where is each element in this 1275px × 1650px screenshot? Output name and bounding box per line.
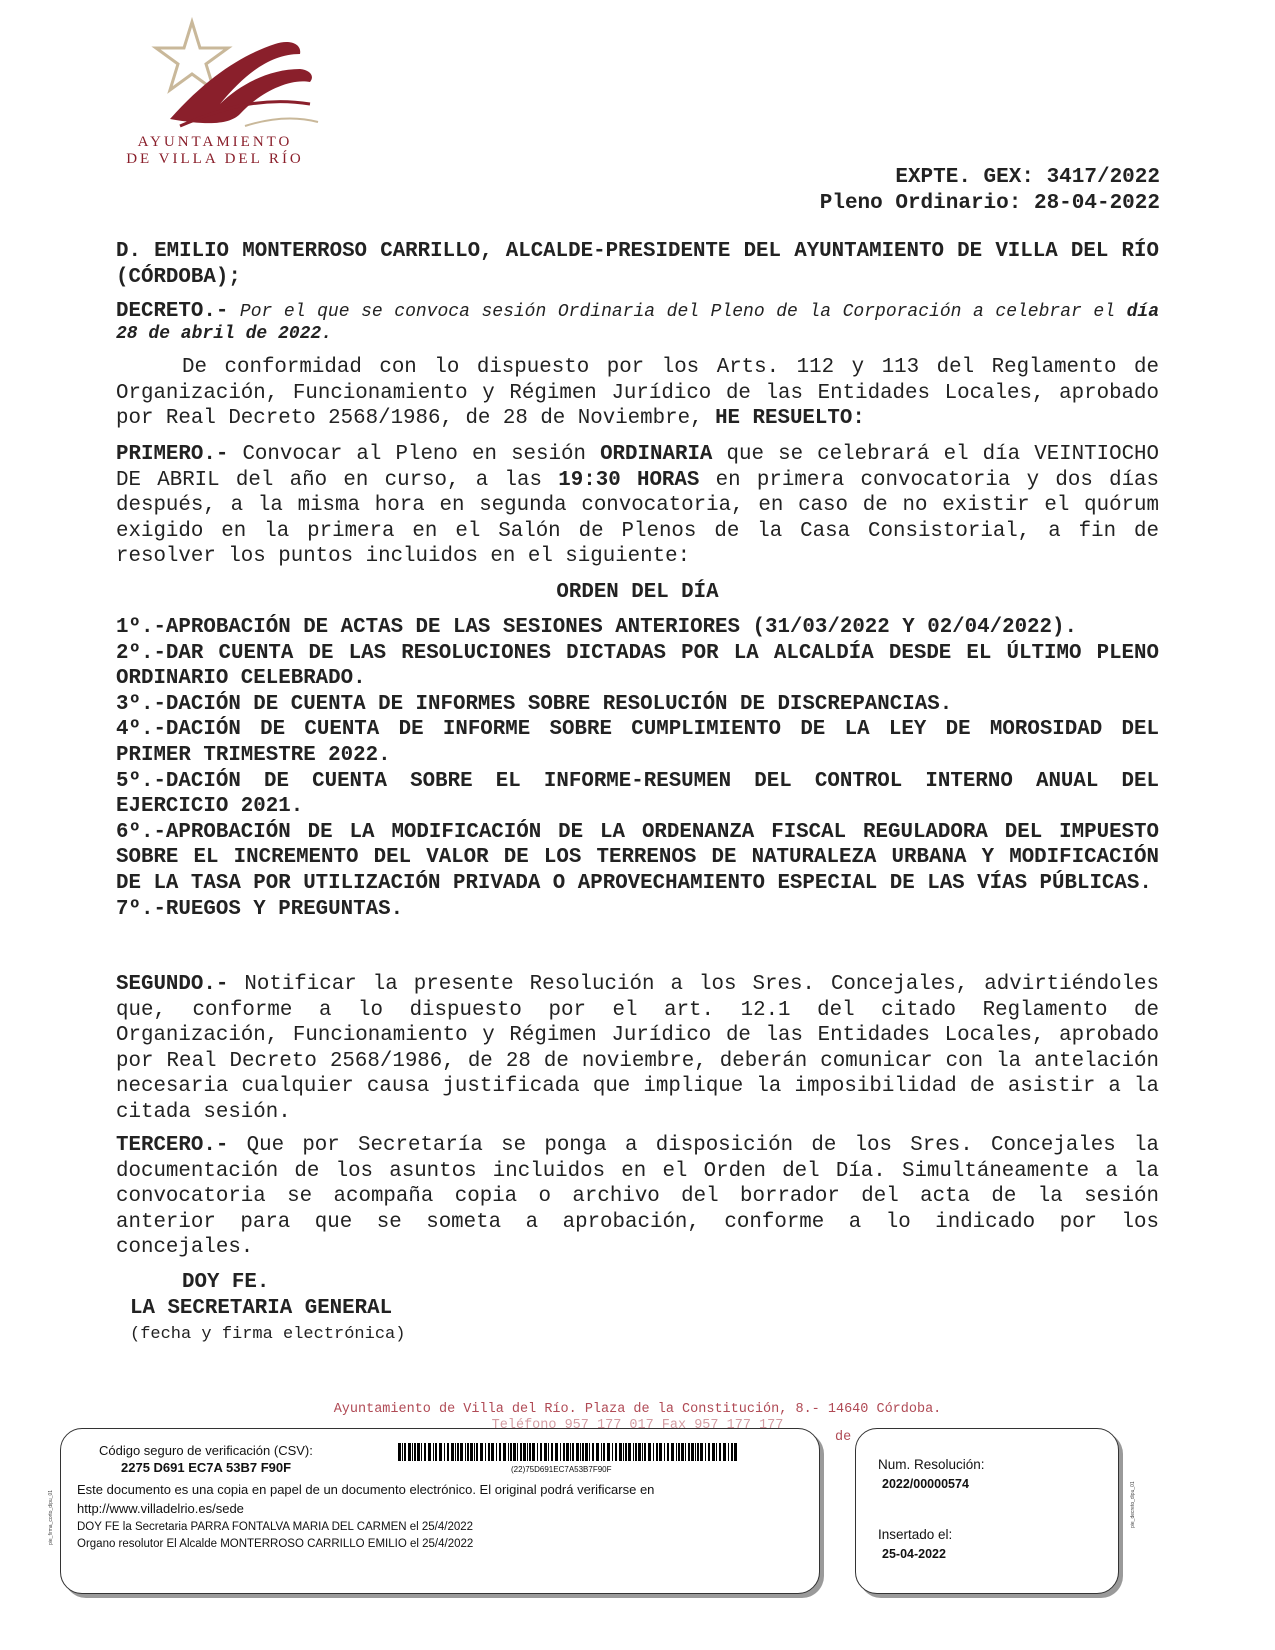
decreto-date: día 28 de abril de 2022. (116, 302, 1159, 344)
ayuntamiento-logo (110, 14, 320, 167)
primero-hora: 19:30 HORAS (558, 468, 700, 492)
barcode-bar (398, 1443, 401, 1461)
tercero-text: Que por Secretaría se ponga a disposición de los Sres. Concejales la documentación de los asuntos incluidos en el Orden del Día. Simultáneamente a la convocatoria se acompaña copia o archivo del borrador del acta de la sesión anterior para que se someta a aprobación, conforme a lo indicado por los concejales. (116, 1134, 1159, 1260)
intro-paragraph (116, 355, 1159, 432)
barcode-bar (485, 1443, 486, 1461)
barcode-bar (592, 1443, 594, 1461)
barcode-bar (402, 1443, 403, 1461)
barcode-bar (560, 1443, 561, 1461)
barcode-bar (576, 1443, 579, 1461)
orden-item: 4º.-DACIÓN DE CUENTA DE INFORME SOBRE CUMPLIMIENTO DE LA LEY DE MOROSIDAD DEL PRIMER TRIMESTRE 2022. (116, 718, 1159, 767)
barcode-bar (428, 1443, 431, 1461)
he-resuelto: HE RESUELTO: (715, 407, 865, 431)
csv-copy-text: Este documento es una copia en papel de un documento electrónico. El original podrá verificarse en (77, 1482, 655, 1497)
decreto-text: Por el que se convoca sesión Ordinaria del Pleno de la Corporación a celebrar el (239, 302, 1115, 322)
barcode-bar (719, 1443, 721, 1461)
pleno-date: Pleno Ordinario: 28-04-2022 (819, 192, 1160, 215)
barcode-bar (695, 1443, 696, 1461)
barcode-bar (488, 1443, 490, 1461)
barcode-bar (424, 1443, 426, 1461)
barcode-bar (653, 1443, 654, 1461)
barcode-bar (421, 1443, 422, 1461)
barcode-bar (580, 1443, 581, 1461)
resolucion-card (855, 1428, 1119, 1594)
barcode-bar (508, 1443, 509, 1461)
orden-del-dia-list (116, 615, 1159, 922)
primero-text-2: que se celebrará el día VEINTIOCHO DE ABRIL del año en curso, a las (116, 443, 1160, 492)
barcode-bar (612, 1443, 613, 1461)
barcode-bar (465, 1443, 466, 1461)
csv-url[interactable]: http://www.villadelrio.es/sede (77, 1501, 244, 1516)
barcode-bar (585, 1443, 588, 1461)
barcode-bar (444, 1443, 445, 1461)
barcode-bar (433, 1443, 434, 1461)
insertado-value: 25-04-2022 (882, 1547, 946, 1561)
barcode-bar (513, 1443, 516, 1461)
barcode-bar (628, 1443, 631, 1461)
primero-label: PRIMERO.- (116, 443, 229, 466)
decreto-paragraph (116, 301, 1159, 345)
barcode-bar (527, 1443, 528, 1461)
barcode-icon (398, 1443, 738, 1461)
segundo-paragraph (116, 972, 1159, 1126)
barcode-bar (671, 1443, 674, 1461)
orden-item: 6º.-APROBACIÓN DE LA MODIFICACIÓN DE LA ORDENANZA FISCAL REGULADORA DEL IMPUESTO SOBRE EL INCREMENTO DEL VALOR DE LOS TERRENOS DE NATURALEZA URBANA Y MODIFICACIÓN DE LA TASA POR UTILIZACIÓN PRIVADA O APROVECHAMIENTO ESPECIAL DE LAS VÍAS PÚBLICAS. (116, 820, 1159, 895)
barcode-bar (589, 1443, 590, 1461)
barcode-bar (435, 1443, 437, 1461)
barcode-bar (603, 1443, 605, 1461)
insertado-label: Insertado el: (878, 1527, 953, 1542)
barcode-bar (460, 1443, 463, 1461)
barcode-bar (480, 1443, 483, 1461)
barcode-bar (723, 1443, 726, 1461)
barcode-bar (414, 1443, 416, 1461)
barcode-bar (520, 1443, 522, 1461)
barcode-bar (728, 1443, 729, 1461)
orden-del-dia-title: ORDEN DEL DÍA (556, 581, 719, 604)
intro-text: De conformidad con lo dispuesto por los Arts. 112 y 113 del Reglamento de Organización, Funcionamiento y Régimen Jurídico de las Entidades Locales, aprobado por Real Decreto 2568/1986, de 28 de Noviembre, (116, 356, 1159, 431)
barcode-bar (408, 1443, 411, 1461)
barcode-bar (455, 1443, 456, 1461)
barcode-bar (601, 1443, 602, 1461)
barcode-bar (551, 1443, 553, 1461)
tercero-paragraph (116, 1133, 1159, 1261)
barcode-bar (648, 1443, 651, 1461)
barcode-bar (457, 1443, 459, 1461)
footer-phones: Teléfono 957 177 017 Fax 957 177 177 (491, 1418, 784, 1428)
barcode-bar (705, 1443, 706, 1461)
primero-text-1: Convocar al Pleno en sesión (242, 443, 586, 466)
barcode-bar (572, 1443, 574, 1461)
barcode-bar (685, 1443, 686, 1461)
firma-note: (fecha y firma electrónica) (130, 1325, 406, 1344)
barcode-bar (548, 1443, 549, 1461)
barcode-bar (615, 1443, 617, 1461)
orden-item: 5º.-DACIÓN DE CUENTA SOBRE EL INFORME-RESUMEN DEL CONTROL INTERNO ANUAL DEL EJERCICIO 2021. (116, 769, 1159, 819)
barcode-bar (503, 1443, 506, 1461)
barcode-bar (688, 1443, 690, 1461)
logo-line-2: DE VILLA DEL RÍO (126, 151, 304, 167)
barcode-bar (470, 1443, 473, 1461)
barcode-bar (412, 1443, 413, 1461)
csv-code: 2275 D691 EC7A 53B7 F90F (121, 1460, 292, 1475)
barcode-bar (638, 1443, 641, 1461)
barcode-bar (731, 1443, 733, 1461)
barcode-bar (712, 1443, 715, 1461)
barcode-bar (633, 1443, 634, 1461)
barcode-bar (691, 1443, 694, 1461)
barcode-bar (607, 1443, 610, 1461)
csv-organo: Organo resolutor El Alcalde MONTERROSO CARRILLO EMILIO el 25/4/2022 (77, 1538, 474, 1550)
barcode-bar (474, 1443, 475, 1461)
orden-item: 7º.-RUEGOS Y PREGUNTAS. (116, 897, 404, 921)
barcode-bar (676, 1443, 677, 1461)
barcode-bar (681, 1443, 684, 1461)
primero-paragraph (116, 442, 1159, 570)
barcode-bar (451, 1443, 454, 1461)
barcode-bar (476, 1443, 478, 1461)
logo-line-1: AYUNTAMIENTO (137, 134, 293, 150)
barcode-bar (447, 1443, 449, 1461)
barcode-bar (582, 1443, 584, 1461)
barcode-bar (635, 1443, 637, 1461)
barcode-bar (496, 1443, 497, 1461)
num-resolucion-label: Num. Resolución: (878, 1457, 985, 1472)
csv-label: Código seguro de verificación (CSV): (99, 1443, 313, 1458)
expediente-number: EXPTE. GEX: 3417/2022 (895, 166, 1160, 189)
barcode-bar (523, 1443, 526, 1461)
barcode-bar (642, 1443, 643, 1461)
csv-side-note: pie_firma_corto_dipu_01 (48, 1489, 54, 1545)
barcode-bar (537, 1443, 538, 1461)
barcode-text: (22)75D691EC7A53B7F90F (511, 1465, 612, 1474)
barcode-bar (566, 1443, 569, 1461)
barcode-bar (563, 1443, 565, 1461)
barcode-bar (499, 1443, 501, 1461)
barcode-bar (667, 1443, 669, 1461)
csv-verification-card (60, 1428, 820, 1594)
footer-email-fragment: de (835, 1430, 852, 1445)
barcode-bar (517, 1443, 518, 1461)
barcode-bar (656, 1443, 658, 1461)
logo-emblem-icon (150, 14, 320, 134)
barcode-bar (417, 1443, 420, 1461)
barcode-bar (700, 1443, 703, 1461)
barcode-bar (716, 1443, 717, 1461)
barcode-bar (540, 1443, 542, 1461)
barcode-bar (664, 1443, 665, 1461)
barcode-bar (510, 1443, 512, 1461)
barcode-bar (555, 1443, 558, 1461)
footer-address-block (0, 1402, 1275, 1428)
barcode-bar (532, 1443, 535, 1461)
barcode-bar (544, 1443, 547, 1461)
res-side-note: pie_decreto_dipu_01 (1130, 1481, 1136, 1528)
primero-text-3: en primera convocatoria y dos días después, a la misma hora en segunda convocatoria, en caso de no existir el quórum exigido en la primera en el Salón de Plenos de la Casa Consistorial, a fin de resolver los puntos incluidos en el siguiente: (116, 468, 1160, 569)
barcode-bar (644, 1443, 646, 1461)
expediente-header (820, 165, 1160, 217)
barcode-bar (625, 1443, 627, 1461)
barcode-bar (439, 1443, 442, 1461)
segundo-label: SEGUNDO.- (116, 973, 229, 996)
orden-item: 1º.-APROBACIÓN DE ACTAS DE LAS SESIONES ANTERIORES (31/03/2022 Y 02/04/2022). (116, 616, 1077, 639)
barcode-bar (619, 1443, 622, 1461)
alcalde-heading: D. EMILIO MONTERROSO CARRILLO, ALCALDE-PRESIDENTE DEL AYUNTAMIENTO DE VILLA DEL RÍO (CÓRDOBA); (116, 240, 1159, 289)
barcode-bar (659, 1443, 662, 1461)
decreto-label: DECRETO.- (116, 300, 229, 323)
orden-item: 2º.-DAR CUENTA DE LAS RESOLUCIONES DICTADAS POR LA ALCALDÍA DESDE EL ÚLTIMO PLENO ORDINARIO CELEBRADO. (116, 641, 1159, 691)
barcode-bar (708, 1443, 710, 1461)
num-resolucion-value: 2022/00000574 (882, 1477, 969, 1491)
primero-ordinaria: ORDINARIA (600, 443, 713, 466)
barcode-bar (491, 1443, 494, 1461)
barcode-bar (529, 1443, 531, 1461)
barcode-bar (623, 1443, 624, 1461)
secretaria-general: LA SECRETARIA GENERAL (130, 1297, 393, 1320)
barcode-bar (404, 1443, 406, 1461)
barcode-bar (697, 1443, 699, 1461)
barcode-bar (467, 1443, 469, 1461)
barcode-bar (734, 1443, 737, 1461)
csv-doy-fe: DOY FE la Secretaria PARRA FONTALVA MARIA DEL CARMEN el 25/4/2022 (77, 1521, 474, 1533)
segundo-text: Notificar la presente Resolución a los Sres. Concejales, advirtiéndoles que, conforme a lo dispuesto por el art. 12.1 del citado Reglamento de Organización, Funcionamiento y Régimen Jurídico de las Entidades Locales, aprobado por Real Decreto 2568/1986, de 28 de noviembre, deberán comunicar con la antelación necesaria cualquier causa justificada que implique la imposibilidad de asistir a la citada sesión. (116, 973, 1159, 1124)
doy-fe: DOY FE. (182, 1271, 270, 1294)
barcode-bar (596, 1443, 599, 1461)
barcode-bar (678, 1443, 680, 1461)
footer-address: Ayuntamiento de Villa del Río. Plaza de la Constitución, 8.- 14640 Córdoba. (333, 1402, 942, 1417)
tercero-label: TERCERO.- (116, 1134, 229, 1157)
orden-item: 3º.-DACIÓN DE CUENTA DE INFORMES SOBRE RESOLUCIÓN DE DISCREPANCIAS. (116, 692, 953, 716)
barcode-bar (570, 1443, 571, 1461)
